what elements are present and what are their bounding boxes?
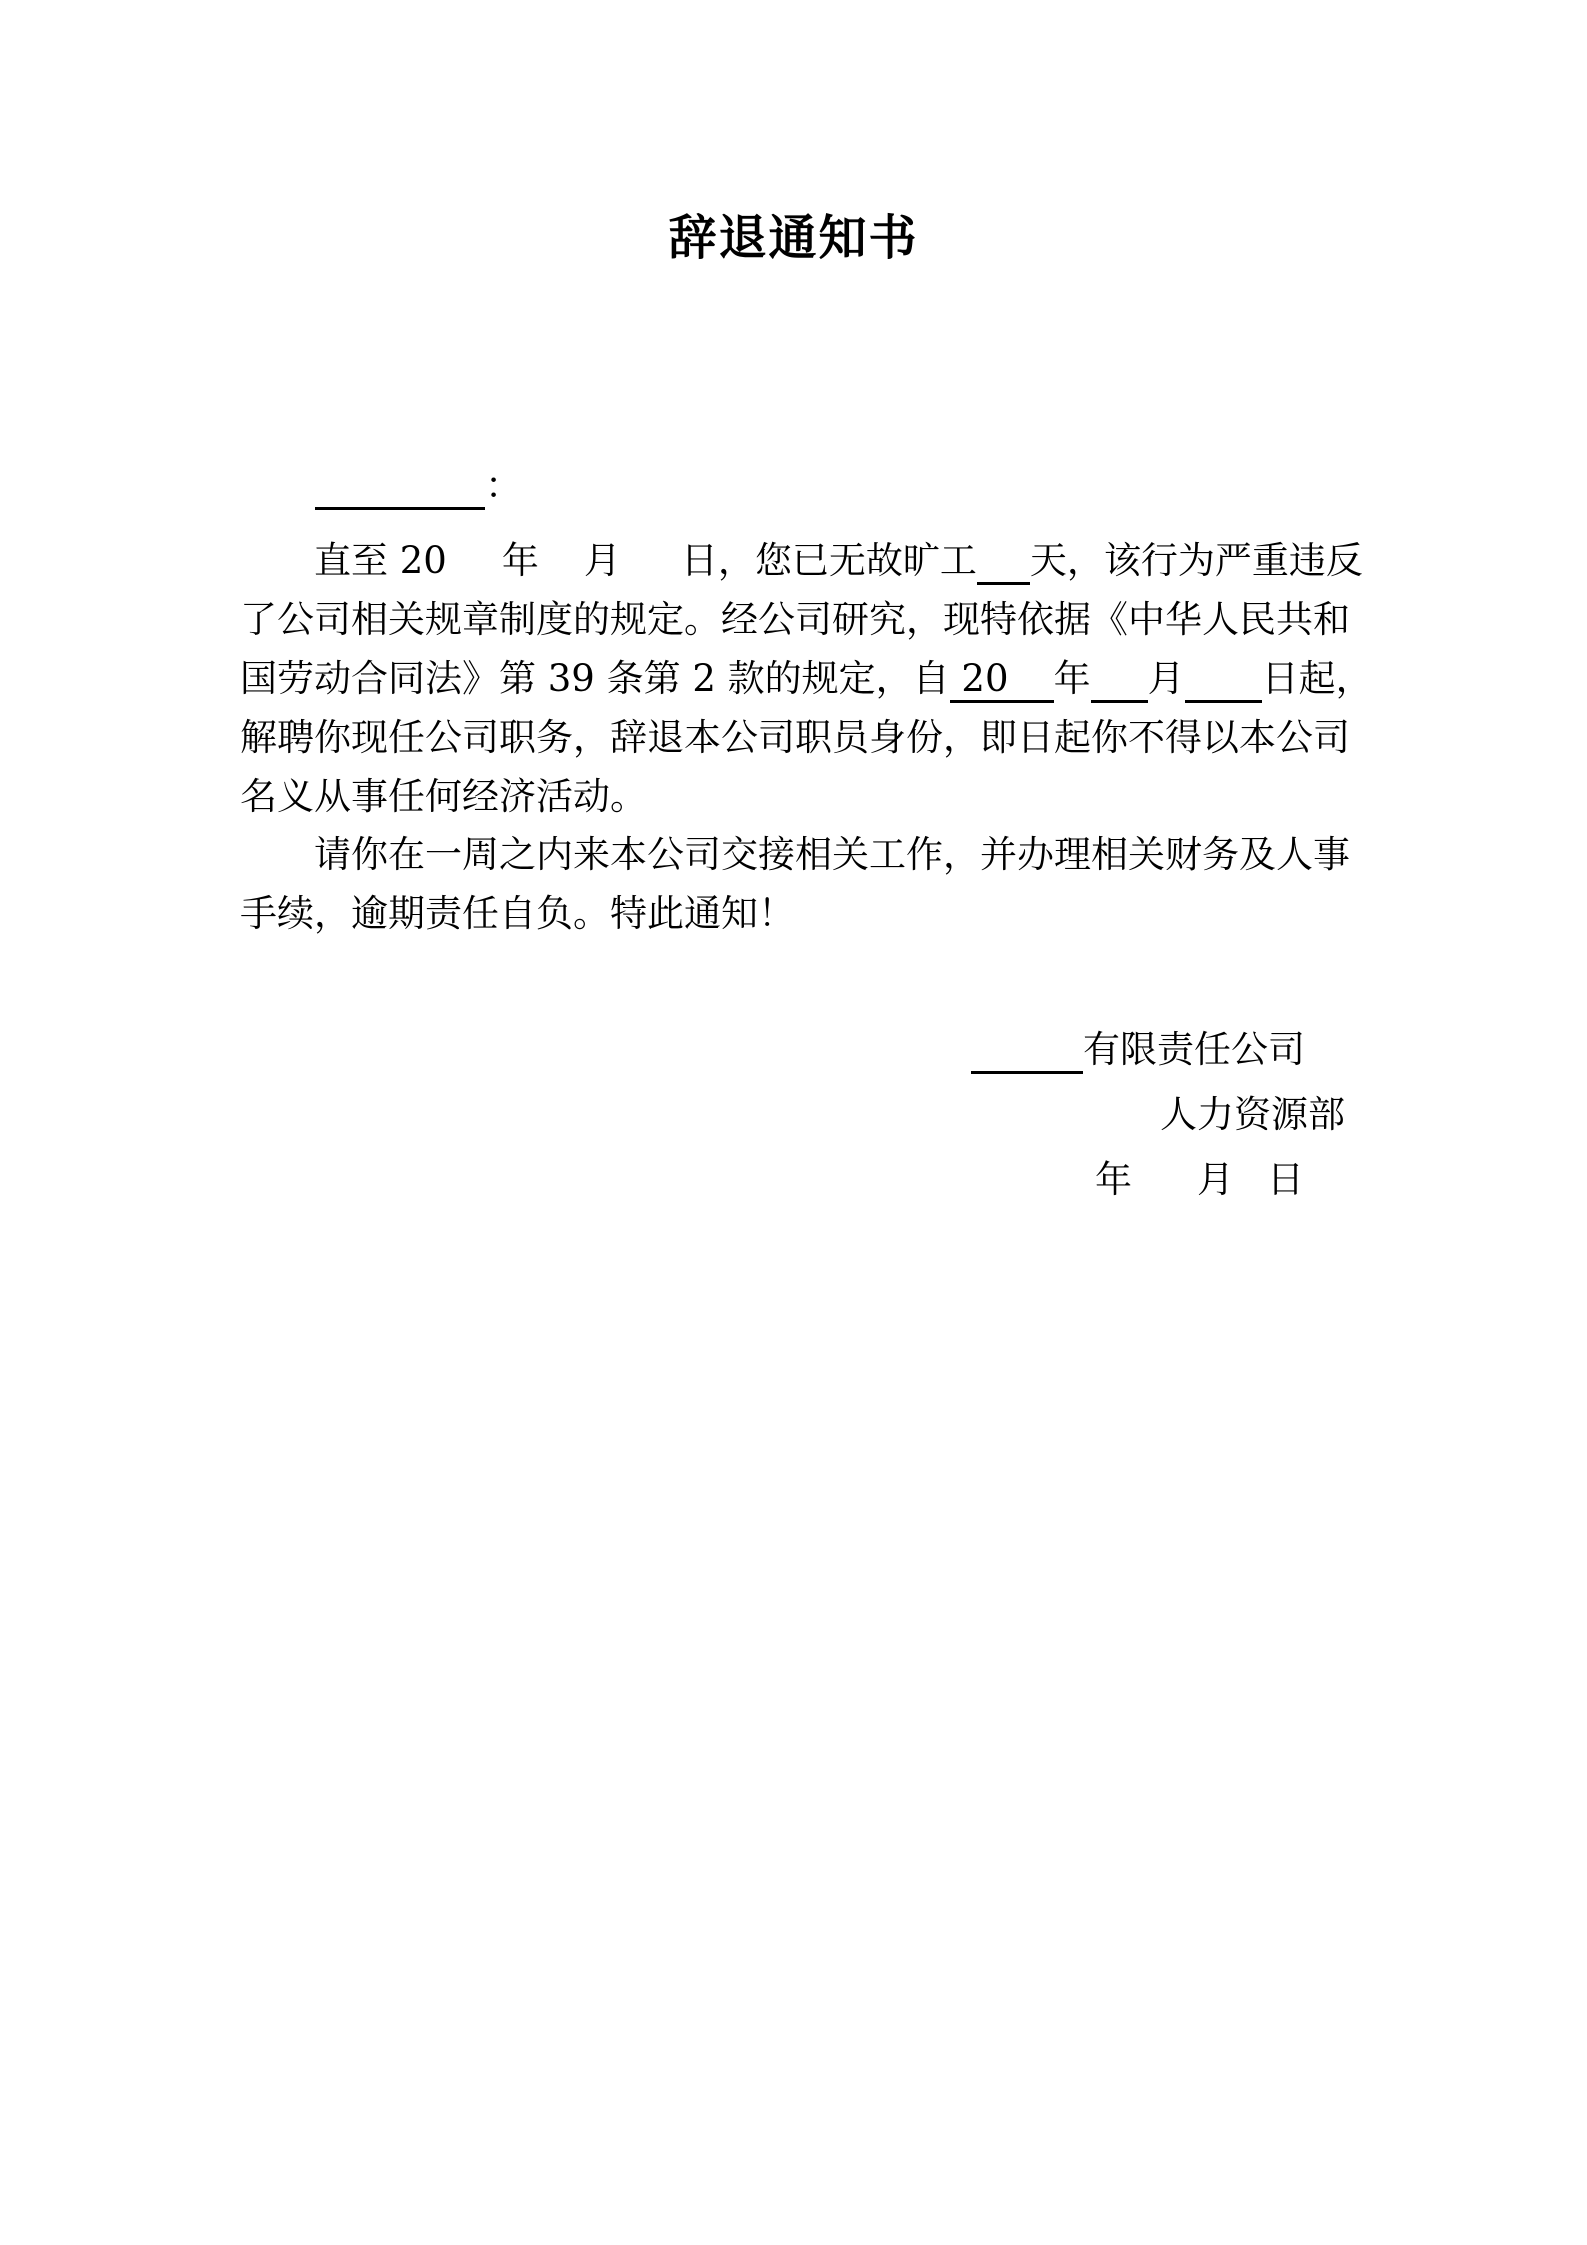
paragraph-line	[240, 884, 1347, 943]
fill-in-blank	[315, 466, 485, 510]
text-run: 日	[1267, 1158, 1304, 1201]
text-run: 年	[1095, 1158, 1132, 1201]
signature-company-line	[240, 1017, 1347, 1082]
fill-in-blank	[1091, 659, 1148, 703]
paragraph-line	[240, 590, 1350, 649]
paragraph-line	[240, 708, 1350, 767]
fill-in-blank	[977, 541, 1030, 585]
paragraph-line	[240, 649, 1373, 708]
signature-date-line	[240, 1147, 1347, 1212]
text-run: ：	[485, 464, 522, 507]
text-run: 有限责任公司	[1083, 1028, 1305, 1071]
body-paragraph	[240, 825, 1350, 943]
text-run: 直至 20	[314, 539, 447, 582]
text-run: 月	[1197, 1158, 1234, 1201]
text-run: 月	[583, 539, 621, 582]
paragraph-line	[240, 531, 1363, 590]
fill-in-blank	[1185, 659, 1262, 703]
fill-in-blank: 20	[950, 659, 1054, 703]
paragraph-line	[240, 825, 1350, 884]
text-run: 日起，	[1261, 657, 1373, 700]
text-run: 年	[1053, 657, 1091, 700]
text-run: 请你在一周之内来本公司交接相关工作，并办理相关财务及人事	[314, 833, 1350, 876]
document-title: 辞退通知书	[668, 210, 919, 266]
text-run: 年	[501, 539, 539, 582]
text-run: 日，您已无故旷工	[680, 539, 977, 582]
text-run: 名义从事任何经济活动。	[240, 775, 647, 818]
fill-in-blank	[971, 1030, 1083, 1074]
text-run: 天，该行为严重违反	[1029, 539, 1363, 582]
text-run: 国劳动合同法》第 39 条第 2 款的规定，自	[240, 657, 950, 700]
text-run: 人力资源部	[1160, 1093, 1345, 1136]
signature-dept-line	[240, 1082, 1347, 1147]
body-paragraph	[240, 531, 1373, 826]
text-run: 手续，逾期责任自负。特此通知！	[240, 892, 795, 935]
text-run: 了公司相关规章制度的规定。经公司研究，现特依据《中华人民共和	[240, 598, 1350, 641]
signature-block	[240, 1017, 1347, 1212]
text-run: 解聘你现任公司职务，辞退本公司职员身份，即日起你不得以本公司	[240, 716, 1350, 759]
text-run: 月	[1147, 657, 1185, 700]
salutation-line	[240, 456, 1347, 515]
paragraph-line	[240, 767, 1347, 826]
